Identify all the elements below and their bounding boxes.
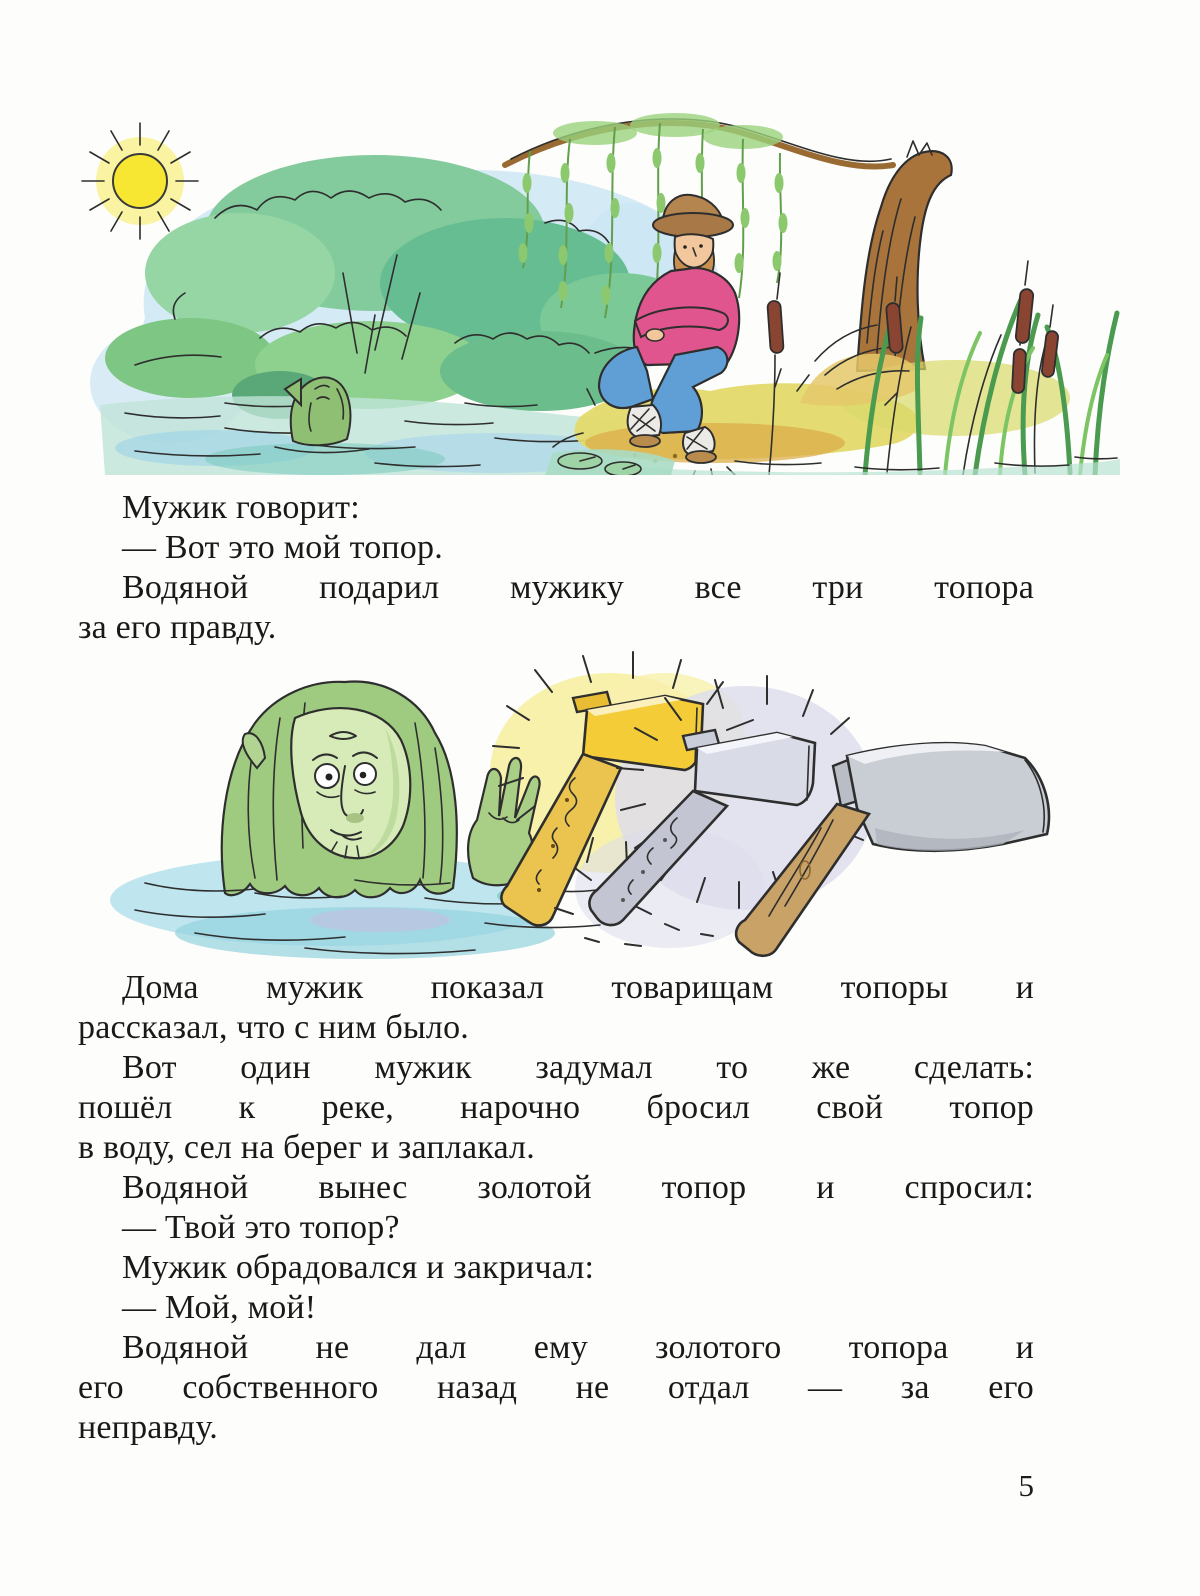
riverbank-scene (75, 103, 1125, 475)
vodyanoy-and-axes-scene (105, 648, 1065, 966)
story-line: Мужик обрадовался и закричал: (122, 1249, 595, 1286)
illustration-vodyanoy-axes (105, 648, 1065, 966)
story-line: за его правду. (78, 609, 277, 646)
story-line: Вот один мужик задумал то же сделать: (122, 1049, 1034, 1086)
tree-trunk (857, 141, 952, 371)
story-line: в воду, сел на берег и заплакал. (78, 1129, 535, 1166)
story-line: пошёл к реке, нарочно бросил свой топор (78, 1089, 1034, 1126)
story-text-block-1 (78, 488, 1034, 648)
story-line: его собственного назад не отдал — за его (78, 1369, 1034, 1406)
sun (82, 123, 198, 239)
story-line: Мужик говорит: (122, 489, 360, 526)
story-line: рассказал, что с ним было. (78, 1009, 469, 1046)
page-number: 5 (1018, 1468, 1034, 1503)
story-line: — Мой, мой! (122, 1289, 317, 1326)
story-line: Водяной не дал ему золотого топора и (122, 1329, 1034, 1366)
story-line: Водяной подарил мужику все три топора (122, 569, 1034, 606)
hand (646, 329, 664, 341)
story-line: Дома мужик показал товарищам топоры и (122, 969, 1034, 1006)
story-line: неправду. (78, 1409, 218, 1446)
story-line: Водяной вынес золотой топор и спросил: (122, 1169, 1034, 1206)
story-text-block-2 (78, 968, 1034, 1448)
footwrap-left (628, 405, 661, 437)
story-line: — Вот это мой топор. (122, 529, 443, 566)
story-line: — Твой это топор? (122, 1209, 400, 1246)
illustration-riverbank (75, 103, 1125, 475)
